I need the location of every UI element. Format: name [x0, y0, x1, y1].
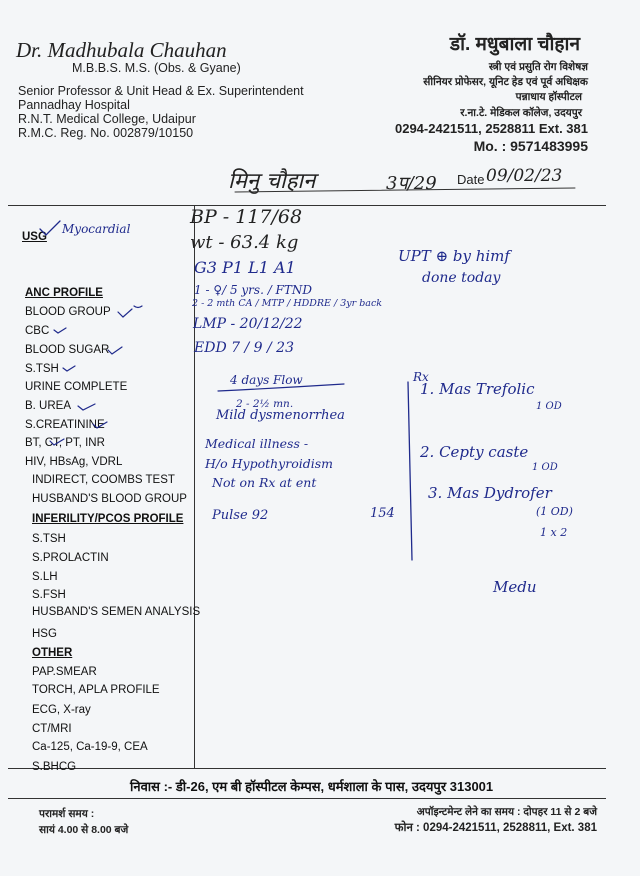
weight-note: wt - 63.4 kg	[190, 232, 299, 253]
pulse-value: 154	[370, 506, 395, 521]
list-item: HIV, HBsAg, VDRL	[25, 456, 123, 468]
degrees: M.B.B.S. M.S. (Obs. & Gyane)	[72, 61, 241, 75]
list-item: URINE COMPLETE	[25, 381, 128, 393]
tick-icon	[108, 347, 122, 354]
date-value: 09/02/23	[486, 166, 563, 186]
rx-item-1: 1. Mas Trefolic	[420, 380, 535, 398]
appointment-time: अपॉइन्टमेन्ट लेने का समय : दोपहर 11 से 2 बजे	[416, 806, 597, 818]
history-line-2: 2 - 2 mth CA / MTP / HDDRE / 3yr back	[192, 298, 383, 309]
college-name: R.N.T. Medical College, Udaipur	[18, 112, 196, 126]
list-item: BT, CT, PT, INR	[25, 437, 105, 449]
list-item: HUSBAND'S SEMEN ANALYSIS	[32, 606, 201, 618]
list-item: HUSBAND'S BLOOD GROUP	[32, 493, 187, 505]
header-divider	[8, 205, 606, 206]
list-item: CBC	[25, 325, 50, 337]
date-label: Date	[457, 172, 485, 187]
tick-icon	[78, 404, 95, 410]
tick-icon	[54, 328, 66, 333]
rx-item-2: 2. Cepty caste	[420, 443, 529, 461]
doctor-signature: Medu	[493, 578, 537, 596]
hospital-name: Pannadhay Hospital	[18, 98, 130, 112]
list-item: S.BHCG	[32, 761, 77, 773]
infertility-heading: INFERILITY/PCOS PROFILE	[32, 513, 184, 525]
other-heading: OTHER	[32, 647, 73, 659]
rx-symbol: Rx	[413, 370, 429, 384]
list-item: S.PROLACTIN	[32, 552, 109, 564]
patient-age: 3प/29	[386, 173, 437, 194]
list-item: S.CREATININE	[25, 419, 105, 431]
list-item: HSG	[32, 628, 57, 640]
footer-divider-top	[8, 768, 606, 769]
complaint-1: 4 days Flow	[230, 373, 303, 387]
usg-note: Myocardial	[62, 222, 131, 236]
designation: Senior Professor & Unit Head & Ex. Superintendent	[18, 84, 304, 98]
rx-item-3-dose: (1 OD)	[536, 505, 573, 518]
lmp-note: LMP - 20/12/22	[193, 316, 303, 332]
specialty-hindi: स्त्री एवं प्रसुति रोग विशेषज्ञ	[488, 61, 588, 73]
pulse-note: Pulse 92	[212, 508, 269, 523]
mobile-number: Mo. : 9571483995	[473, 138, 588, 154]
complaint-3: Mild dysmenorrhea	[216, 408, 345, 423]
tick-icon	[63, 366, 75, 371]
list-item: S.LH	[32, 571, 58, 583]
list-item: BLOOD GROUP	[25, 306, 111, 318]
rx-item-2-dose: 1 OD	[532, 462, 558, 473]
phone-number: 0294-2421511, 2528811 Ext. 381	[394, 121, 588, 136]
list-item: PAP.SMEAR	[32, 666, 97, 678]
list-item: S.TSH	[32, 533, 66, 545]
complaint-2: 2 - 2½ mn.	[236, 398, 294, 410]
list-item: ECG, X-ray	[32, 704, 91, 716]
tick-icon	[118, 306, 142, 317]
designation-hindi: सीनियर प्रोफेसर, यूनिट हेड एवं पूर्व अधिक्षक	[423, 76, 588, 88]
college-hindi: र.ना.टे. मेडिकल कॉलेज, उदयपुर	[460, 107, 582, 119]
complaint-4: Medical illness -	[205, 436, 309, 451]
list-item: CT/MRI	[32, 723, 72, 735]
complaint-5: H/o Hypothyroidism	[205, 456, 334, 471]
patient-name: मिनु चौहान	[228, 169, 316, 194]
consultation-label: परामर्श समय :	[39, 808, 95, 820]
rx-item-1-dose: 1 OD	[536, 401, 562, 412]
list-item: INDIRECT, COOMBS TEST	[32, 474, 175, 486]
list-item: BLOOD SUGAR	[25, 344, 110, 356]
hospital-hindi: पन्नाधाय हॉस्पीटल	[515, 91, 582, 103]
doctor-name-hindi: डॉ. मधुबाला चौहान	[449, 34, 580, 55]
obstetric-score: G3 P1 L1 A1	[194, 258, 296, 277]
rx-divider	[408, 382, 412, 560]
footer-phone: फोन : 0294-2421511, 2528811, Ext. 381	[394, 822, 597, 834]
usg-label: USG	[22, 231, 47, 243]
upt-note-2: done today	[422, 270, 501, 286]
list-item: S.FSH	[32, 589, 66, 601]
footer-divider-bottom	[8, 798, 606, 799]
doctor-name: Dr. Madhubala Chauhan	[16, 38, 227, 62]
rx-item-3-freq: 1 x 2	[540, 526, 568, 539]
edd-note: EDD 7 / 9 / 23	[194, 340, 294, 356]
upt-note: UPT ⊕ by himf	[398, 247, 510, 265]
list-item: S.TSH	[25, 363, 59, 375]
list-item: B. UREA	[25, 400, 72, 412]
registration-number: R.M.C. Reg. No. 002879/10150	[18, 126, 194, 140]
list-item: Ca-125, Ca-19-9, CEA	[32, 741, 148, 753]
rx-item-3: 3. Mas Dydrofer	[428, 484, 552, 502]
history-line-1: 1 - ♀/ 5 yrs. / FTND	[194, 283, 313, 297]
list-item: TORCH, APLA PROFILE	[32, 684, 160, 696]
complaint-6: Not on Rx at ent	[212, 475, 317, 490]
residence-address: निवास :- डी-26, एम बी हॉस्पीटल केम्पस, धर्मशाला के पास, उदयपुर 313001	[130, 779, 494, 794]
bp-note: BP - 117/68	[190, 206, 303, 228]
anc-heading: ANC PROFILE	[25, 287, 103, 299]
consultation-time: सायं 4.00 से 8.00 बजे	[39, 824, 129, 836]
